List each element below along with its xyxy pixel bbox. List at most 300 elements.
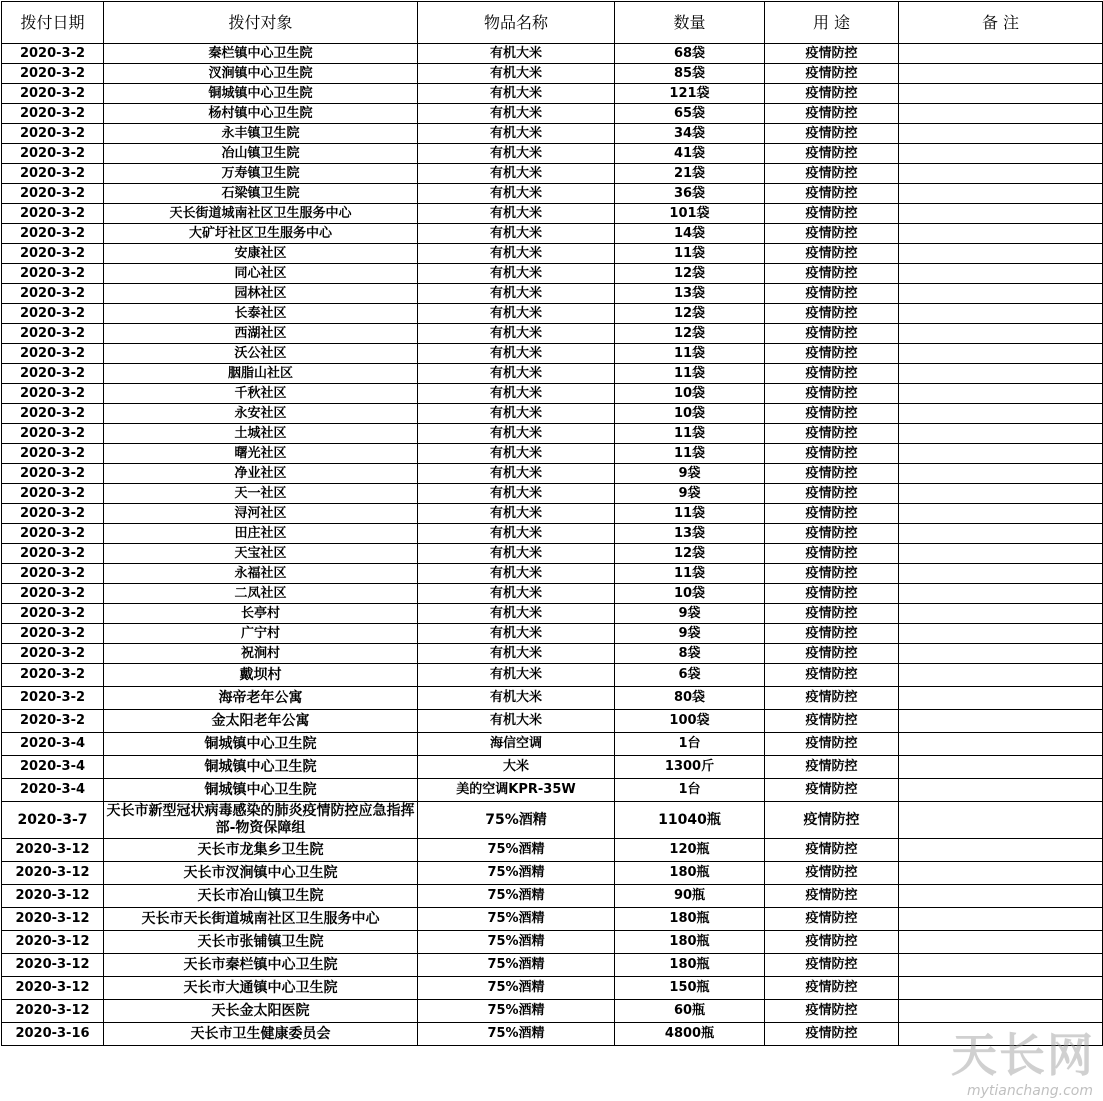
remarks-cell <box>899 84 1103 104</box>
recipient-cell: 天长市冶山镇卫生院 <box>104 885 418 908</box>
recipient-cell: 广宁村 <box>104 624 418 644</box>
item-cell: 75%酒精 <box>418 931 615 954</box>
quantity-cell: 180瓶 <box>615 954 765 977</box>
date-cell: 2020-3-2 <box>2 504 104 524</box>
table-row <box>2 977 1103 1000</box>
recipient-cell: 西湖社区 <box>104 324 418 344</box>
purpose-cell: 疫情防控 <box>765 284 899 304</box>
recipient-cell: 天长市大通镇中心卫生院 <box>104 977 418 1000</box>
purpose-cell: 疫情防控 <box>765 687 899 710</box>
date-cell: 2020-3-2 <box>2 324 104 344</box>
date-cell: 2020-3-2 <box>2 104 104 124</box>
remarks-cell <box>899 885 1103 908</box>
purpose-cell: 疫情防控 <box>765 504 899 524</box>
purpose-cell: 疫情防控 <box>765 44 899 64</box>
recipient-cell: 净业社区 <box>104 464 418 484</box>
recipient-cell: 铜城镇中心卫生院 <box>104 84 418 104</box>
table-row <box>2 484 1103 504</box>
remarks-cell <box>899 144 1103 164</box>
quantity-cell: 34袋 <box>615 124 765 144</box>
remarks-cell <box>899 733 1103 756</box>
date-cell: 2020-3-2 <box>2 624 104 644</box>
quantity-cell: 10袋 <box>615 584 765 604</box>
remarks-cell <box>899 584 1103 604</box>
table-row <box>2 84 1103 104</box>
purpose-cell: 疫情防控 <box>765 364 899 384</box>
recipient-cell: 石梁镇卫生院 <box>104 184 418 204</box>
date-cell: 2020-3-2 <box>2 344 104 364</box>
recipient-cell: 园林社区 <box>104 284 418 304</box>
purpose-cell: 疫情防控 <box>765 104 899 124</box>
item-cell: 有机大米 <box>418 624 615 644</box>
recipient-cell: 铜城镇中心卫生院 <box>104 733 418 756</box>
quantity-cell: 12袋 <box>615 324 765 344</box>
date-cell: 2020-3-7 <box>2 802 104 839</box>
quantity-cell: 1台 <box>615 733 765 756</box>
remarks-cell <box>899 184 1103 204</box>
date-cell: 2020-3-2 <box>2 604 104 624</box>
table-row <box>2 284 1103 304</box>
table-row <box>2 839 1103 862</box>
table-row <box>2 1000 1103 1023</box>
purpose-cell: 疫情防控 <box>765 779 899 802</box>
date-cell: 2020-3-4 <box>2 756 104 779</box>
table-row <box>2 931 1103 954</box>
recipient-cell: 戴坝村 <box>104 664 418 687</box>
table-row <box>2 584 1103 604</box>
date-cell: 2020-3-2 <box>2 484 104 504</box>
quantity-cell: 120瓶 <box>615 839 765 862</box>
remarks-cell <box>899 544 1103 564</box>
recipient-cell: 金太阳老年公寓 <box>104 710 418 733</box>
purpose-cell: 疫情防控 <box>765 464 899 484</box>
remarks-cell <box>899 124 1103 144</box>
recipient-cell: 土城社区 <box>104 424 418 444</box>
recipient-cell: 天长市张铺镇卫生院 <box>104 931 418 954</box>
purpose-cell: 疫情防控 <box>765 64 899 84</box>
quantity-cell: 13袋 <box>615 524 765 544</box>
purpose-cell: 疫情防控 <box>765 84 899 104</box>
recipient-cell: 杨村镇中心卫生院 <box>104 104 418 124</box>
item-cell: 海信空调 <box>418 733 615 756</box>
date-cell: 2020-3-2 <box>2 244 104 264</box>
quantity-cell: 41袋 <box>615 144 765 164</box>
purpose-cell: 疫情防控 <box>765 444 899 464</box>
header-remarks: 备 注 <box>899 2 1103 44</box>
table-row <box>2 104 1103 124</box>
table-row <box>2 733 1103 756</box>
remarks-cell <box>899 802 1103 839</box>
purpose-cell: 疫情防控 <box>765 1000 899 1023</box>
purpose-cell: 疫情防控 <box>765 224 899 244</box>
purpose-cell: 疫情防控 <box>765 344 899 364</box>
quantity-cell: 150瓶 <box>615 977 765 1000</box>
recipient-cell: 田庄社区 <box>104 524 418 544</box>
purpose-cell: 疫情防控 <box>765 164 899 184</box>
quantity-cell: 1台 <box>615 779 765 802</box>
remarks-cell <box>899 164 1103 184</box>
quantity-cell: 80袋 <box>615 687 765 710</box>
purpose-cell: 疫情防控 <box>765 954 899 977</box>
item-cell: 大米 <box>418 756 615 779</box>
recipient-cell: 祝涧村 <box>104 644 418 664</box>
table-row <box>2 424 1103 444</box>
item-cell: 有机大米 <box>418 304 615 324</box>
quantity-cell: 68袋 <box>615 44 765 64</box>
purpose-cell: 疫情防控 <box>765 484 899 504</box>
date-cell: 2020-3-2 <box>2 364 104 384</box>
date-cell: 2020-3-2 <box>2 424 104 444</box>
table-row <box>2 687 1103 710</box>
quantity-cell: 85袋 <box>615 64 765 84</box>
item-cell: 有机大米 <box>418 64 615 84</box>
quantity-cell: 11040瓶 <box>615 802 765 839</box>
table-row <box>2 364 1103 384</box>
remarks-cell <box>899 504 1103 524</box>
quantity-cell: 9袋 <box>615 464 765 484</box>
recipient-cell: 天长市卫生健康委员会 <box>104 1023 418 1046</box>
quantity-cell: 180瓶 <box>615 862 765 885</box>
item-cell: 有机大米 <box>418 524 615 544</box>
table-row <box>2 524 1103 544</box>
recipient-cell: 长泰社区 <box>104 304 418 324</box>
table-row <box>2 885 1103 908</box>
date-cell: 2020-3-12 <box>2 839 104 862</box>
quantity-cell: 10袋 <box>615 404 765 424</box>
quantity-cell: 9袋 <box>615 624 765 644</box>
quantity-cell: 9袋 <box>615 604 765 624</box>
item-cell: 有机大米 <box>418 444 615 464</box>
recipient-cell: 天长市天长街道城南社区卫生服务中心 <box>104 908 418 931</box>
quantity-cell: 11袋 <box>615 344 765 364</box>
quantity-cell: 60瓶 <box>615 1000 765 1023</box>
purpose-cell: 疫情防控 <box>765 524 899 544</box>
recipient-cell: 二凤社区 <box>104 584 418 604</box>
recipient-cell: 永福社区 <box>104 564 418 584</box>
item-cell: 有机大米 <box>418 84 615 104</box>
date-cell: 2020-3-2 <box>2 304 104 324</box>
recipient-cell: 天长市秦栏镇中心卫生院 <box>104 954 418 977</box>
quantity-cell: 90瓶 <box>615 885 765 908</box>
quantity-cell: 21袋 <box>615 164 765 184</box>
item-cell: 75%酒精 <box>418 908 615 931</box>
item-cell: 有机大米 <box>418 424 615 444</box>
purpose-cell: 疫情防控 <box>765 244 899 264</box>
remarks-cell <box>899 839 1103 862</box>
quantity-cell: 1300斤 <box>615 756 765 779</box>
remarks-cell <box>899 908 1103 931</box>
purpose-cell: 疫情防控 <box>765 664 899 687</box>
purpose-cell: 疫情防控 <box>765 204 899 224</box>
table-row <box>2 124 1103 144</box>
date-cell: 2020-3-2 <box>2 464 104 484</box>
table-row <box>2 264 1103 284</box>
quantity-cell: 101袋 <box>615 204 765 224</box>
date-cell: 2020-3-12 <box>2 908 104 931</box>
table-row <box>2 464 1103 484</box>
purpose-cell: 疫情防控 <box>765 424 899 444</box>
purpose-cell: 疫情防控 <box>765 544 899 564</box>
quantity-cell: 4800瓶 <box>615 1023 765 1046</box>
table-row <box>2 324 1103 344</box>
table-row <box>2 908 1103 931</box>
purpose-cell: 疫情防控 <box>765 931 899 954</box>
item-cell: 75%酒精 <box>418 954 615 977</box>
recipient-cell: 长亭村 <box>104 604 418 624</box>
table-row <box>2 344 1103 364</box>
quantity-cell: 12袋 <box>615 304 765 324</box>
purpose-cell: 疫情防控 <box>765 564 899 584</box>
remarks-cell <box>899 624 1103 644</box>
remarks-cell <box>899 644 1103 664</box>
purpose-cell: 疫情防控 <box>765 862 899 885</box>
recipient-cell: 天长市汊涧镇中心卫生院 <box>104 862 418 885</box>
remarks-cell <box>899 304 1103 324</box>
item-cell: 有机大米 <box>418 584 615 604</box>
recipient-cell: 天长金太阳医院 <box>104 1000 418 1023</box>
recipient-cell: 天长市新型冠状病毒感染的肺炎疫情防控应急指挥部-物资保障组 <box>104 802 418 839</box>
item-cell: 有机大米 <box>418 204 615 224</box>
date-cell: 2020-3-12 <box>2 885 104 908</box>
table-row <box>2 779 1103 802</box>
item-cell: 有机大米 <box>418 224 615 244</box>
table-row <box>2 144 1103 164</box>
quantity-cell: 12袋 <box>615 544 765 564</box>
watermark-url: mytianchang.com <box>966 1083 1093 1099</box>
table-row <box>2 64 1103 84</box>
recipient-cell: 永丰镇卫生院 <box>104 124 418 144</box>
recipient-cell: 秦栏镇中心卫生院 <box>104 44 418 64</box>
quantity-cell: 10袋 <box>615 384 765 404</box>
table-row <box>2 204 1103 224</box>
table-row <box>2 444 1103 464</box>
item-cell: 有机大米 <box>418 124 615 144</box>
table-row <box>2 756 1103 779</box>
remarks-cell <box>899 664 1103 687</box>
purpose-cell: 疫情防控 <box>765 404 899 424</box>
recipient-cell: 汊涧镇中心卫生院 <box>104 64 418 84</box>
remarks-cell <box>899 364 1103 384</box>
date-cell: 2020-3-12 <box>2 977 104 1000</box>
date-cell: 2020-3-2 <box>2 524 104 544</box>
item-cell: 75%酒精 <box>418 977 615 1000</box>
quantity-cell: 180瓶 <box>615 908 765 931</box>
recipient-cell: 天一社区 <box>104 484 418 504</box>
recipient-cell: 曙光社区 <box>104 444 418 464</box>
quantity-cell: 14袋 <box>615 224 765 244</box>
date-cell: 2020-3-2 <box>2 204 104 224</box>
date-cell: 2020-3-2 <box>2 584 104 604</box>
remarks-cell <box>899 324 1103 344</box>
purpose-cell: 疫情防控 <box>765 604 899 624</box>
item-cell: 有机大米 <box>418 144 615 164</box>
recipient-cell: 天宝社区 <box>104 544 418 564</box>
table-row <box>2 644 1103 664</box>
table-row <box>2 664 1103 687</box>
date-cell: 2020-3-2 <box>2 384 104 404</box>
date-cell: 2020-3-12 <box>2 862 104 885</box>
quantity-cell: 36袋 <box>615 184 765 204</box>
quantity-cell: 8袋 <box>615 644 765 664</box>
quantity-cell: 100袋 <box>615 710 765 733</box>
quantity-cell: 12袋 <box>615 264 765 284</box>
quantity-cell: 11袋 <box>615 564 765 584</box>
remarks-cell <box>899 344 1103 364</box>
header-purpose: 用 途 <box>765 2 899 44</box>
remarks-cell <box>899 404 1103 424</box>
remarks-cell <box>899 687 1103 710</box>
quantity-cell: 6袋 <box>615 664 765 687</box>
purpose-cell: 疫情防控 <box>765 584 899 604</box>
item-cell: 有机大米 <box>418 464 615 484</box>
remarks-cell <box>899 44 1103 64</box>
remarks-cell <box>899 779 1103 802</box>
date-cell: 2020-3-12 <box>2 1000 104 1023</box>
item-cell: 美的空调KPR-35W <box>418 779 615 802</box>
purpose-cell: 疫情防控 <box>765 756 899 779</box>
item-cell: 有机大米 <box>418 164 615 184</box>
recipient-cell: 海帝老年公寓 <box>104 687 418 710</box>
quantity-cell: 65袋 <box>615 104 765 124</box>
header-recipient: 拨付对象 <box>104 2 418 44</box>
item-cell: 75%酒精 <box>418 1023 615 1046</box>
date-cell: 2020-3-2 <box>2 84 104 104</box>
table-row <box>2 710 1103 733</box>
table-row <box>2 862 1103 885</box>
date-cell: 2020-3-2 <box>2 164 104 184</box>
header-quantity: 数量 <box>615 2 765 44</box>
recipient-cell: 大矿圩社区卫生服务中心 <box>104 224 418 244</box>
remarks-cell <box>899 204 1103 224</box>
header-date: 拨付日期 <box>2 2 104 44</box>
purpose-cell: 疫情防控 <box>765 802 899 839</box>
date-cell: 2020-3-2 <box>2 264 104 284</box>
table-row <box>2 624 1103 644</box>
quantity-cell: 180瓶 <box>615 931 765 954</box>
table-row <box>2 44 1103 64</box>
remarks-cell <box>899 264 1103 284</box>
table-row <box>2 954 1103 977</box>
item-cell: 有机大米 <box>418 484 615 504</box>
recipient-cell: 铜城镇中心卫生院 <box>104 779 418 802</box>
purpose-cell: 疫情防控 <box>765 324 899 344</box>
item-cell: 75%酒精 <box>418 862 615 885</box>
recipient-cell: 同心社区 <box>104 264 418 284</box>
table-row <box>2 224 1103 244</box>
date-cell: 2020-3-2 <box>2 184 104 204</box>
purpose-cell: 疫情防控 <box>765 264 899 284</box>
date-cell: 2020-3-2 <box>2 64 104 84</box>
recipient-cell: 千秋社区 <box>104 384 418 404</box>
remarks-cell <box>899 931 1103 954</box>
watermark-logo: 天长网 <box>951 1028 1095 1082</box>
item-cell: 有机大米 <box>418 710 615 733</box>
item-cell: 有机大米 <box>418 364 615 384</box>
table-row <box>2 184 1103 204</box>
date-cell: 2020-3-2 <box>2 544 104 564</box>
date-cell: 2020-3-2 <box>2 644 104 664</box>
purpose-cell: 疫情防控 <box>765 977 899 1000</box>
remarks-cell <box>899 104 1103 124</box>
item-cell: 有机大米 <box>418 644 615 664</box>
date-cell: 2020-3-2 <box>2 224 104 244</box>
item-cell: 有机大米 <box>418 184 615 204</box>
item-cell: 有机大米 <box>418 687 615 710</box>
header-row <box>2 2 1103 44</box>
recipient-cell: 铜城镇中心卫生院 <box>104 756 418 779</box>
purpose-cell: 疫情防控 <box>765 124 899 144</box>
recipient-cell: 天长街道城南社区卫生服务中心 <box>104 204 418 224</box>
remarks-cell <box>899 464 1103 484</box>
remarks-cell <box>899 954 1103 977</box>
remarks-cell <box>899 484 1103 504</box>
date-cell: 2020-3-2 <box>2 444 104 464</box>
quantity-cell: 13袋 <box>615 284 765 304</box>
item-cell: 有机大米 <box>418 44 615 64</box>
purpose-cell: 疫情防控 <box>765 184 899 204</box>
date-cell: 2020-3-2 <box>2 124 104 144</box>
date-cell: 2020-3-12 <box>2 954 104 977</box>
purpose-cell: 疫情防控 <box>765 1023 899 1046</box>
table-row <box>2 404 1103 424</box>
item-cell: 有机大米 <box>418 544 615 564</box>
purpose-cell: 疫情防控 <box>765 885 899 908</box>
item-cell: 75%酒精 <box>418 885 615 908</box>
item-cell: 有机大米 <box>418 244 615 264</box>
recipient-cell: 沃公社区 <box>104 344 418 364</box>
item-cell: 有机大米 <box>418 344 615 364</box>
recipient-cell: 永安社区 <box>104 404 418 424</box>
purpose-cell: 疫情防控 <box>765 644 899 664</box>
table-row <box>2 802 1103 839</box>
date-cell: 2020-3-2 <box>2 564 104 584</box>
remarks-cell <box>899 224 1103 244</box>
item-cell: 有机大米 <box>418 104 615 124</box>
item-cell: 有机大米 <box>418 324 615 344</box>
date-cell: 2020-3-2 <box>2 710 104 733</box>
date-cell: 2020-3-2 <box>2 404 104 424</box>
table-body <box>2 44 1103 1046</box>
recipient-cell: 浔河社区 <box>104 504 418 524</box>
recipient-cell: 万寿镇卫生院 <box>104 164 418 184</box>
remarks-cell <box>899 977 1103 1000</box>
remarks-cell <box>899 756 1103 779</box>
quantity-cell: 11袋 <box>615 504 765 524</box>
date-cell: 2020-3-2 <box>2 664 104 687</box>
table-row <box>2 384 1103 404</box>
item-cell: 75%酒精 <box>418 1000 615 1023</box>
quantity-cell: 11袋 <box>615 444 765 464</box>
table-row <box>2 544 1103 564</box>
header-item: 物品名称 <box>418 2 615 44</box>
item-cell: 有机大米 <box>418 384 615 404</box>
purpose-cell: 疫情防控 <box>765 710 899 733</box>
date-cell: 2020-3-2 <box>2 687 104 710</box>
quantity-cell: 121袋 <box>615 84 765 104</box>
purpose-cell: 疫情防控 <box>765 733 899 756</box>
item-cell: 有机大米 <box>418 504 615 524</box>
remarks-cell <box>899 244 1103 264</box>
item-cell: 有机大米 <box>418 664 615 687</box>
recipient-cell: 天长市龙集乡卫生院 <box>104 839 418 862</box>
date-cell: 2020-3-2 <box>2 144 104 164</box>
date-cell: 2020-3-12 <box>2 931 104 954</box>
remarks-cell <box>899 64 1103 84</box>
table-row <box>2 1023 1103 1046</box>
remarks-cell <box>899 444 1103 464</box>
item-cell: 有机大米 <box>418 564 615 584</box>
item-cell: 有机大米 <box>418 264 615 284</box>
